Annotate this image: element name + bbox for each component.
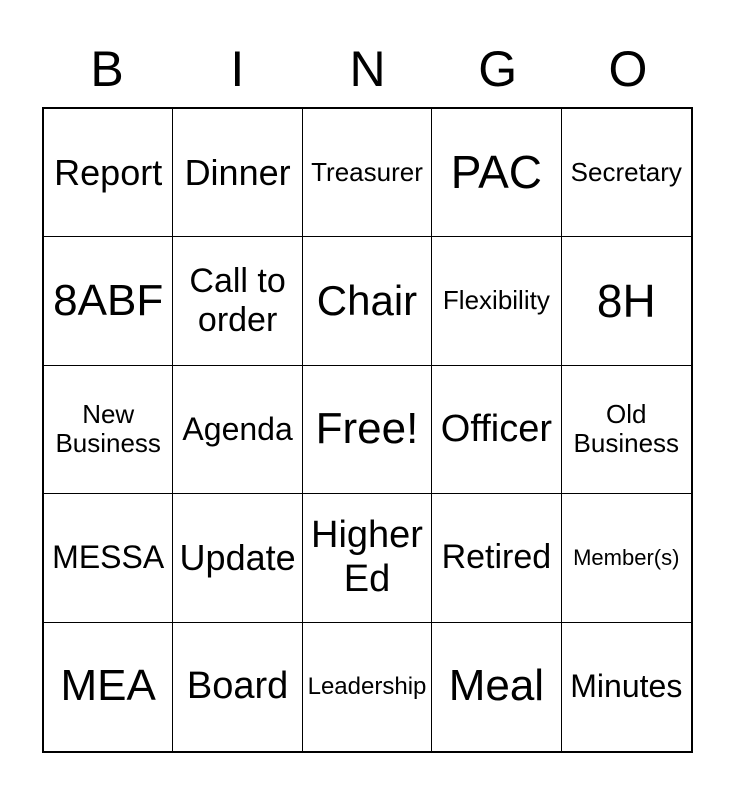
bingo-title-letter-o: O bbox=[608, 41, 648, 97]
bingo-cell[interactable]: Old Business bbox=[562, 366, 691, 494]
bingo-cell[interactable]: MEA bbox=[44, 623, 173, 751]
bingo-cell[interactable]: Higher Ed bbox=[303, 494, 432, 622]
bingo-cell[interactable]: Meal bbox=[432, 623, 561, 751]
bingo-cell[interactable]: Dinner bbox=[173, 109, 302, 237]
bingo-title bbox=[42, 41, 693, 97]
bingo-grid bbox=[42, 107, 693, 753]
bingo-cell[interactable]: Officer bbox=[432, 366, 561, 494]
bingo-cell[interactable]: Minutes bbox=[570, 668, 683, 705]
bingo-title-letter-i: I bbox=[230, 41, 245, 97]
bingo-cell[interactable]: Chair bbox=[303, 237, 432, 365]
bingo-cell[interactable]: Board bbox=[173, 623, 302, 751]
bingo-cell[interactable]: Call to order bbox=[173, 237, 302, 365]
bingo-cell[interactable]: Flexibility bbox=[432, 237, 561, 365]
bingo-title-letter-b: B bbox=[90, 41, 124, 97]
bingo-cell[interactable]: Update bbox=[173, 494, 302, 622]
bingo-cell[interactable]: Member(s) bbox=[562, 494, 691, 622]
bingo-cell[interactable]: 8H bbox=[562, 237, 691, 365]
bingo-cell[interactable]: Treasurer bbox=[303, 109, 432, 237]
bingo-title-letter-n: N bbox=[349, 41, 386, 97]
bingo-card bbox=[42, 41, 693, 753]
bingo-cell[interactable]: Secretary bbox=[562, 109, 691, 237]
bingo-cell[interactable]: New Business bbox=[44, 366, 173, 494]
bingo-title-letter-g: G bbox=[478, 41, 518, 97]
bingo-cell[interactable]: Report bbox=[44, 109, 173, 237]
bingo-cell[interactable]: Leadership bbox=[303, 623, 432, 751]
bingo-cell[interactable]: Retired bbox=[432, 494, 561, 622]
bingo-cell[interactable]: 8ABF bbox=[44, 237, 173, 365]
bingo-cell[interactable]: PAC bbox=[432, 109, 561, 237]
bingo-cell-free-space[interactable]: Free! bbox=[303, 366, 432, 494]
bingo-cell[interactable]: MESSA bbox=[44, 494, 173, 622]
bingo-cell[interactable]: Agenda bbox=[173, 366, 302, 494]
